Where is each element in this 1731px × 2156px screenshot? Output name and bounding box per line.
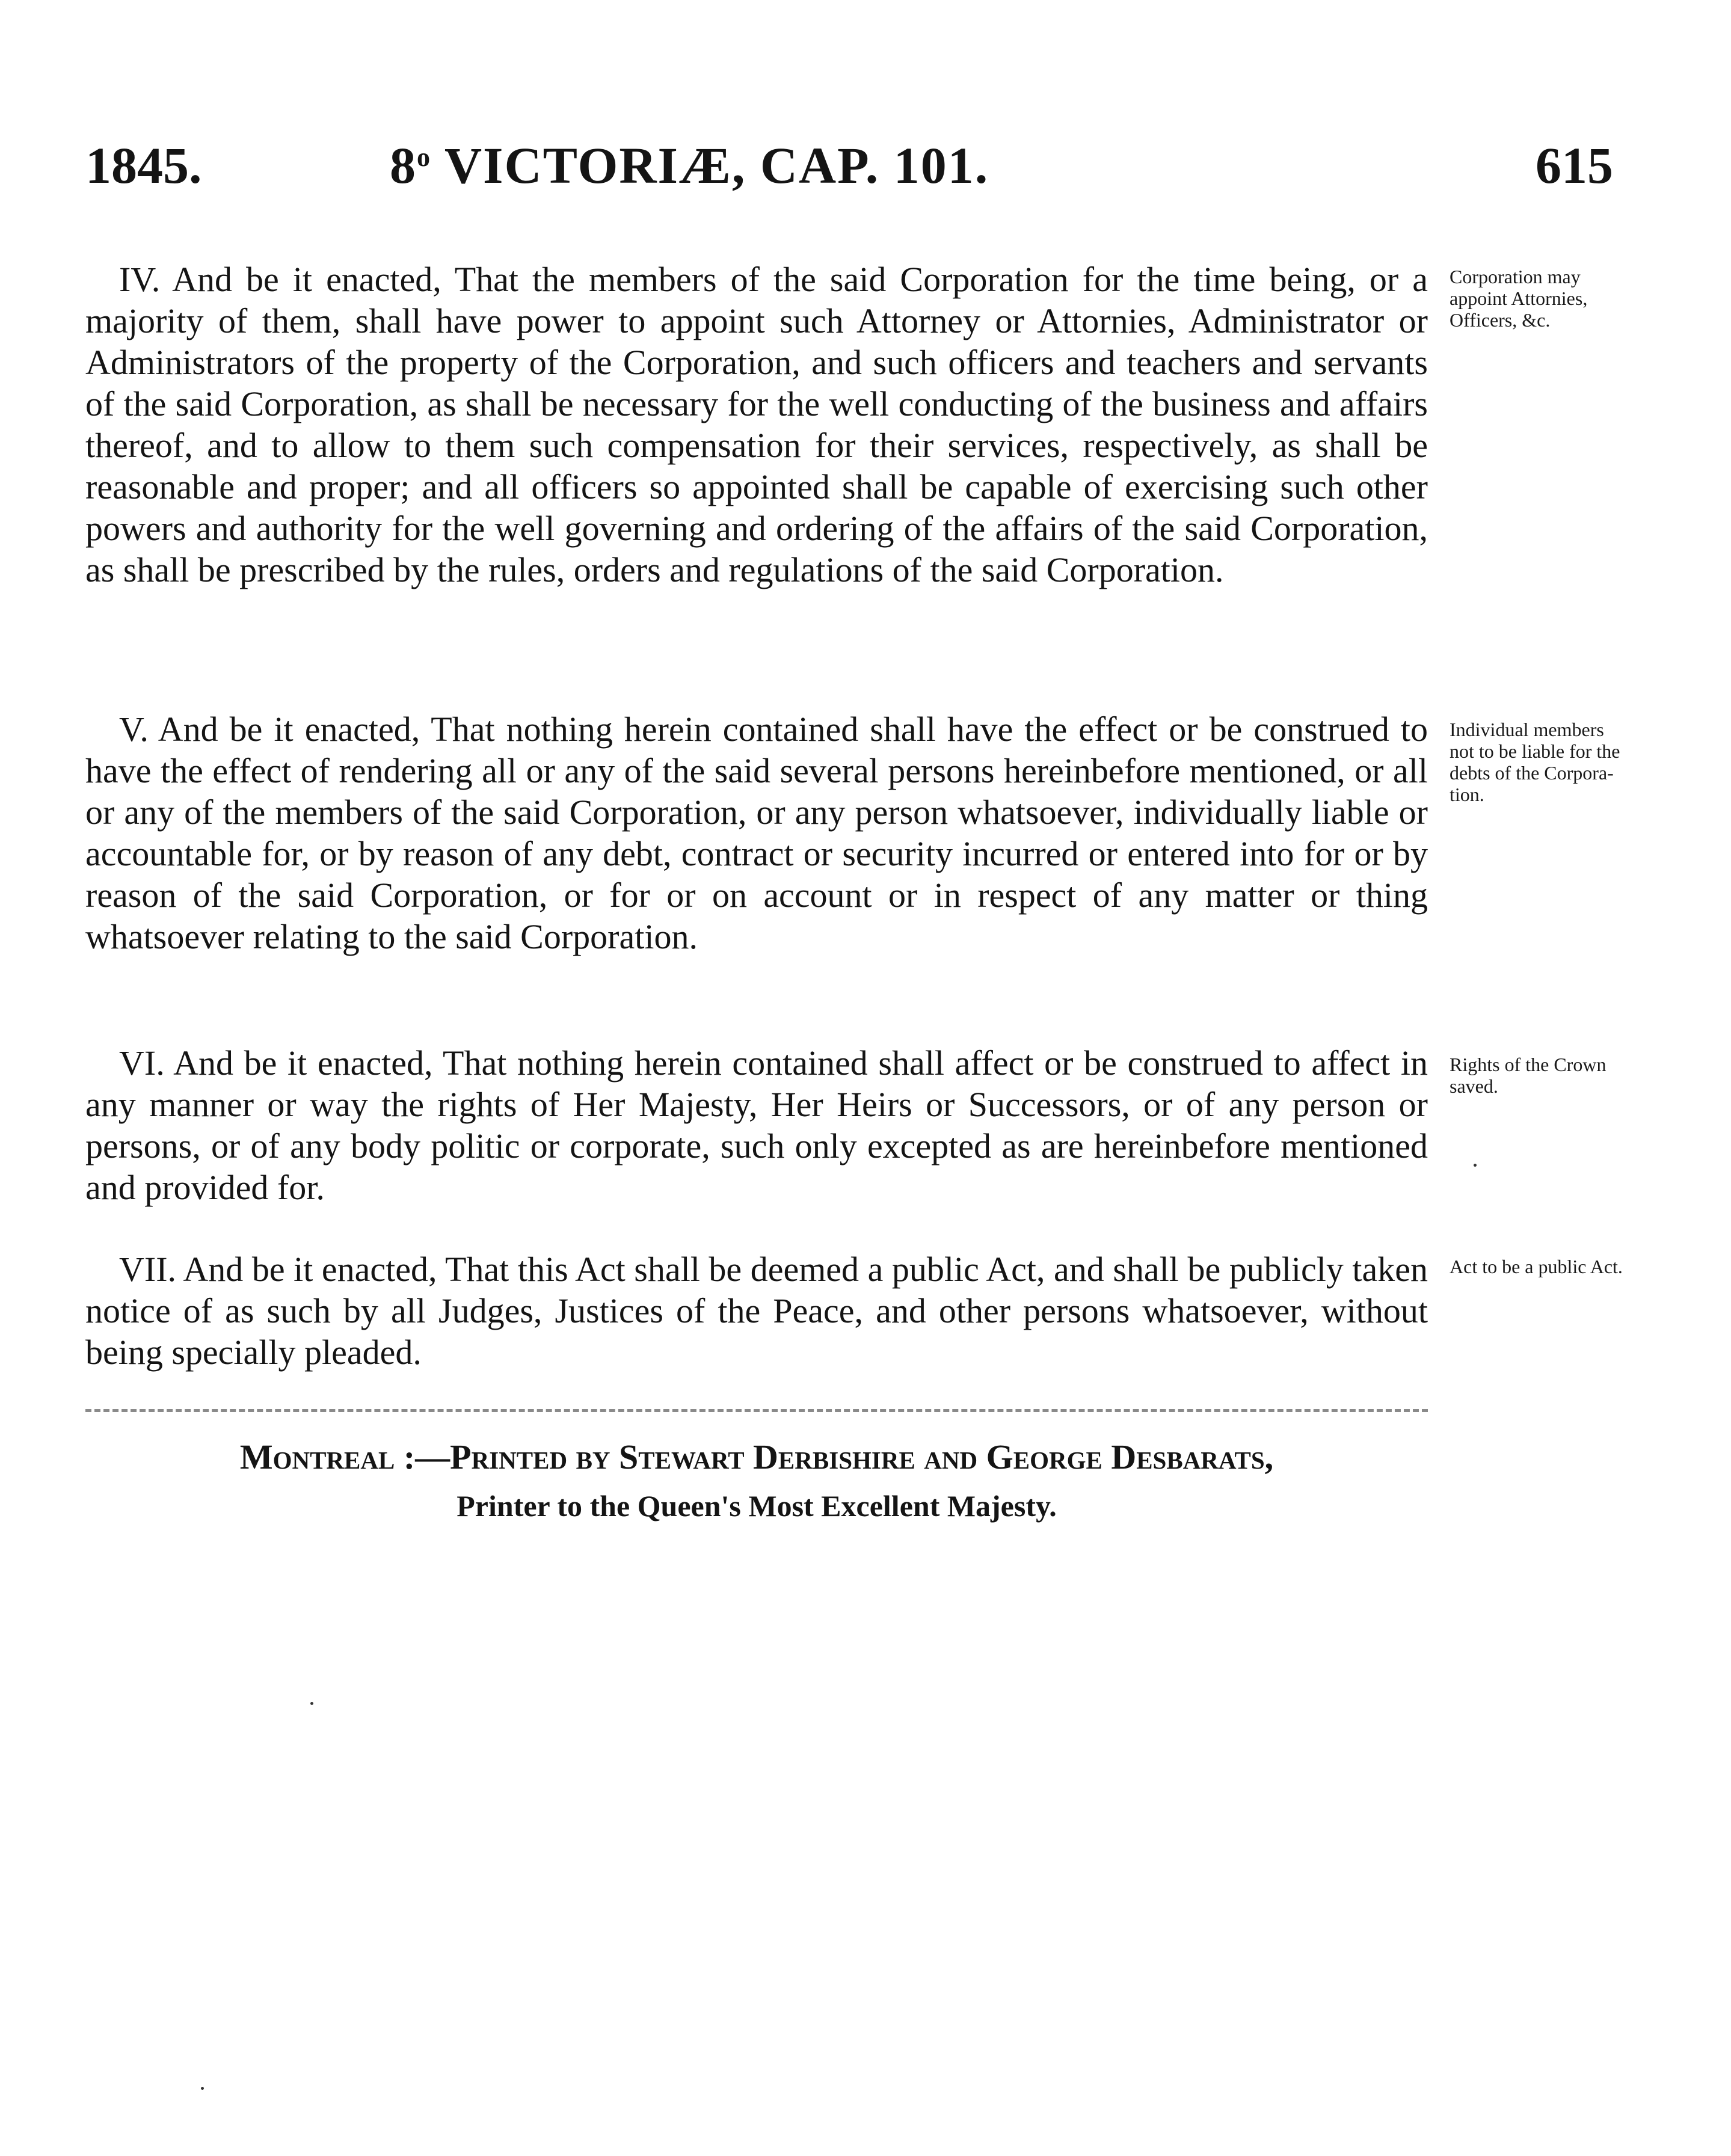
running-header <box>85 129 1613 201</box>
section-v <box>85 708 1428 957</box>
margin-note-section-vii: Act to be a public Act. <box>1450 1256 1623 1277</box>
section-vii-text: VII. And be it enacted, That this Act shall be deemed a public Act, and shall be publicly taken notice of as such by all Judges, Justices of the Peace, and other persons whatsoever, without being specially pleaded. <box>85 1250 1428 1372</box>
scan-speck <box>201 2087 204 2090</box>
section-vi <box>85 1042 1428 1208</box>
header-act-title: VICTORIÆ, CAP. 101. <box>444 137 989 194</box>
section-iv-text: IV. And be it enacted, That the members of the said Corporation for the time being, or a majority of them, shall have power to appoint such Attorney or Attornies, Administrator or Administrators of the property of the Corporation, and such officers and teachers and servants of the said Corporation, as shall be necessary for the well conducting of the business and affairs thereof, and to allow to them such compensation for their services, respectively, as shall be reasonable and proper; and all officers so appointed shall be capable of exercising such other powers and authority for the well governing and ordering of the affairs of the said Corporation, as shall be prescribed by the rules, orders and regulations of the said Corporation. <box>85 260 1428 589</box>
header-title <box>390 129 989 210</box>
header-year: 1845. <box>85 137 202 194</box>
colophon-majesty-line: Printer to the Queen's Most Excellent Majesty. <box>457 1489 1057 1523</box>
header-regnal-number: 8 <box>390 137 417 194</box>
margin-note-section-vi: Rights of the Crown saved. <box>1450 1054 1606 1097</box>
section-vii <box>85 1248 1428 1373</box>
section-vi-text: VI. And be it enacted, That nothing herein contained shall affect or be construed to affect in any manner or way the rights of Her Majesty, Her Heirs or Successors, or of any person or persons, or of any body politic or corporate, such only excepted as are hereinbefore mentioned and provided for. <box>85 1043 1428 1207</box>
margin-note-section-iv: Corporation may appoint Attornies, Officers, &c. <box>1450 266 1588 331</box>
margin-note-section-v: Individual members not to be liable for the debts of the Corporation. <box>1450 719 1620 805</box>
section-iv <box>85 259 1428 591</box>
header-regnal-superscript: o <box>417 143 431 172</box>
colophon-printer-line: Montreal :—Printed by Stewart Derbishire and George Desbarats, <box>239 1437 1274 1476</box>
section-v-text: V. And be it enacted, That nothing herein contained shall have the effect or be construed to have the effect of rendering all or any of the said several persons hereinbefore mentioned, or all or any of the members of the said Corporation, or any person whatsoever, individually liable or accountable for, or by reason of any debt, contract or security incurred or entered into for or by reason of the said Corporation, or for or on account or in respect of any matter or thing whatsoever relating to the said Corporation. <box>85 710 1428 956</box>
scan-speck <box>310 1702 313 1705</box>
section-divider-rule <box>85 1409 1428 1412</box>
page-number: 615 <box>1536 137 1613 194</box>
scan-speck <box>1474 1164 1477 1167</box>
